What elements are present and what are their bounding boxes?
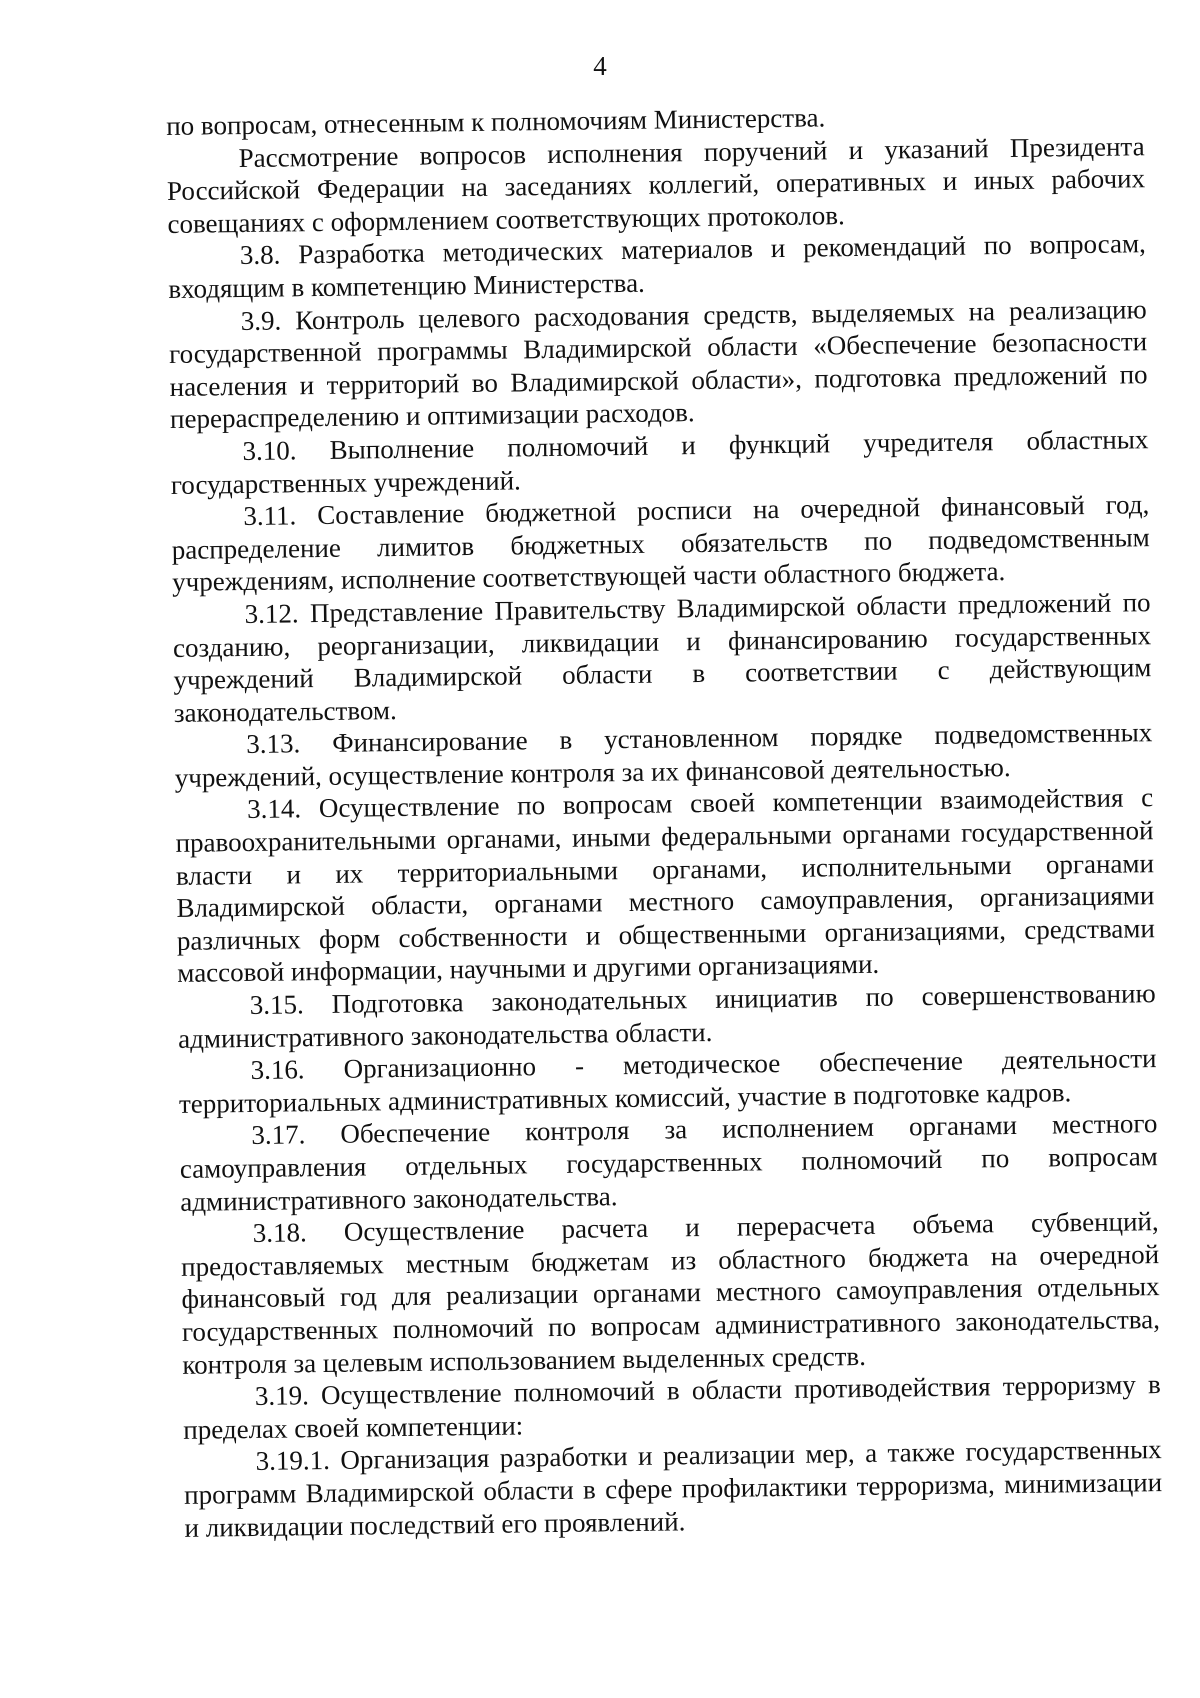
paragraph: 3.14. Осуществление по вопросам своей компетенции взаимодействия с правоохранительными органами, иными федеральными органами государственной власти и их территориальными органами, исполнительными органами Владимирской области, органами местного самоуправления, организациями различных форм собственности и общественными организациями, средствами массовой информации, научными и другими организациями. (175, 782, 1155, 989)
paragraph: 3.10. Выполнение полномочий и функций учредителя областных государственных учреждений. (170, 424, 1149, 500)
paragraph: 3.12. Представление Правительству Владимирской области предложений по созданию, реорганизации, ликвидации и финансированию государственных учреждений Владимирской области в соответствии с действующим законодательством. (172, 587, 1152, 728)
paragraph: 3.16. Организационно - методическое обеспечение деятельности территориальных административных комиссий, участие в подготовке кадров. (178, 1043, 1157, 1119)
paragraph: 3.13. Финансирование в установленном порядке подведомственных учреждений, осуществление контроля за их финансовой деятельностью. (174, 717, 1153, 793)
paragraph: 3.11. Составление бюджетной росписи на очередной финансовый год, распределение лимитов бюджетных обязательств по подведомственным учреждениям, исполнение соответствующей части областного бюджета. (171, 489, 1150, 598)
paragraph: 3.17. Обеспечение контроля за исполнением органами местного самоуправления отдельных государственных полномочий по вопросам административного законодательства. (179, 1108, 1158, 1217)
paragraph: 3.18. Осуществление расчета и перерасчета объема субвенций, предоставляемых местным бюджетам из областного бюджета на очередной финансовый год для реализации органами местного самоуправления отдельных государственных полномочий по вопросам административного законодательства, контроля за целевым использованием выделенных средств. (180, 1206, 1161, 1380)
paragraph: Рассмотрение вопросов исполнения поручений и указаний Президента Российской Федерации на заседаниях коллегий, оперативных и иных рабочих совещаниях с оформлением соответствующих протоколов. (166, 130, 1146, 239)
page-number: 4 (593, 51, 607, 81)
paragraph: 3.8. Разработка методических материалов и рекомендаций по вопросам, входящим в компетенцию Министерства. (168, 228, 1147, 304)
paragraph: 3.19.1. Организация разработки и реализации мер, а также государственных программ Владимирской области в сфере профилактики терроризма, минимизации и ликвидации последствий его проявлений. (183, 1434, 1163, 1543)
paragraph: 3.9. Контроль целевого расходования средств, выделяемых на реализацию государственной программы Владимирской области «Обеспечение безопасности населения и территорий во Владимирской области», подготовка предложений по перераспределению и оптимизации расходов. (168, 293, 1148, 435)
paragraph: 3.19. Осуществление полномочий в области противодействия терроризму в пределах своей компетенции: (183, 1369, 1161, 1445)
paragraph: по вопросам, отнесенным к полномочиям Министерства. (166, 102, 826, 141)
document-body (166, 97, 1163, 1544)
paragraph: 3.15. Подготовка законодательных инициатив по совершенствованию административного законодательства области. (177, 978, 1156, 1054)
